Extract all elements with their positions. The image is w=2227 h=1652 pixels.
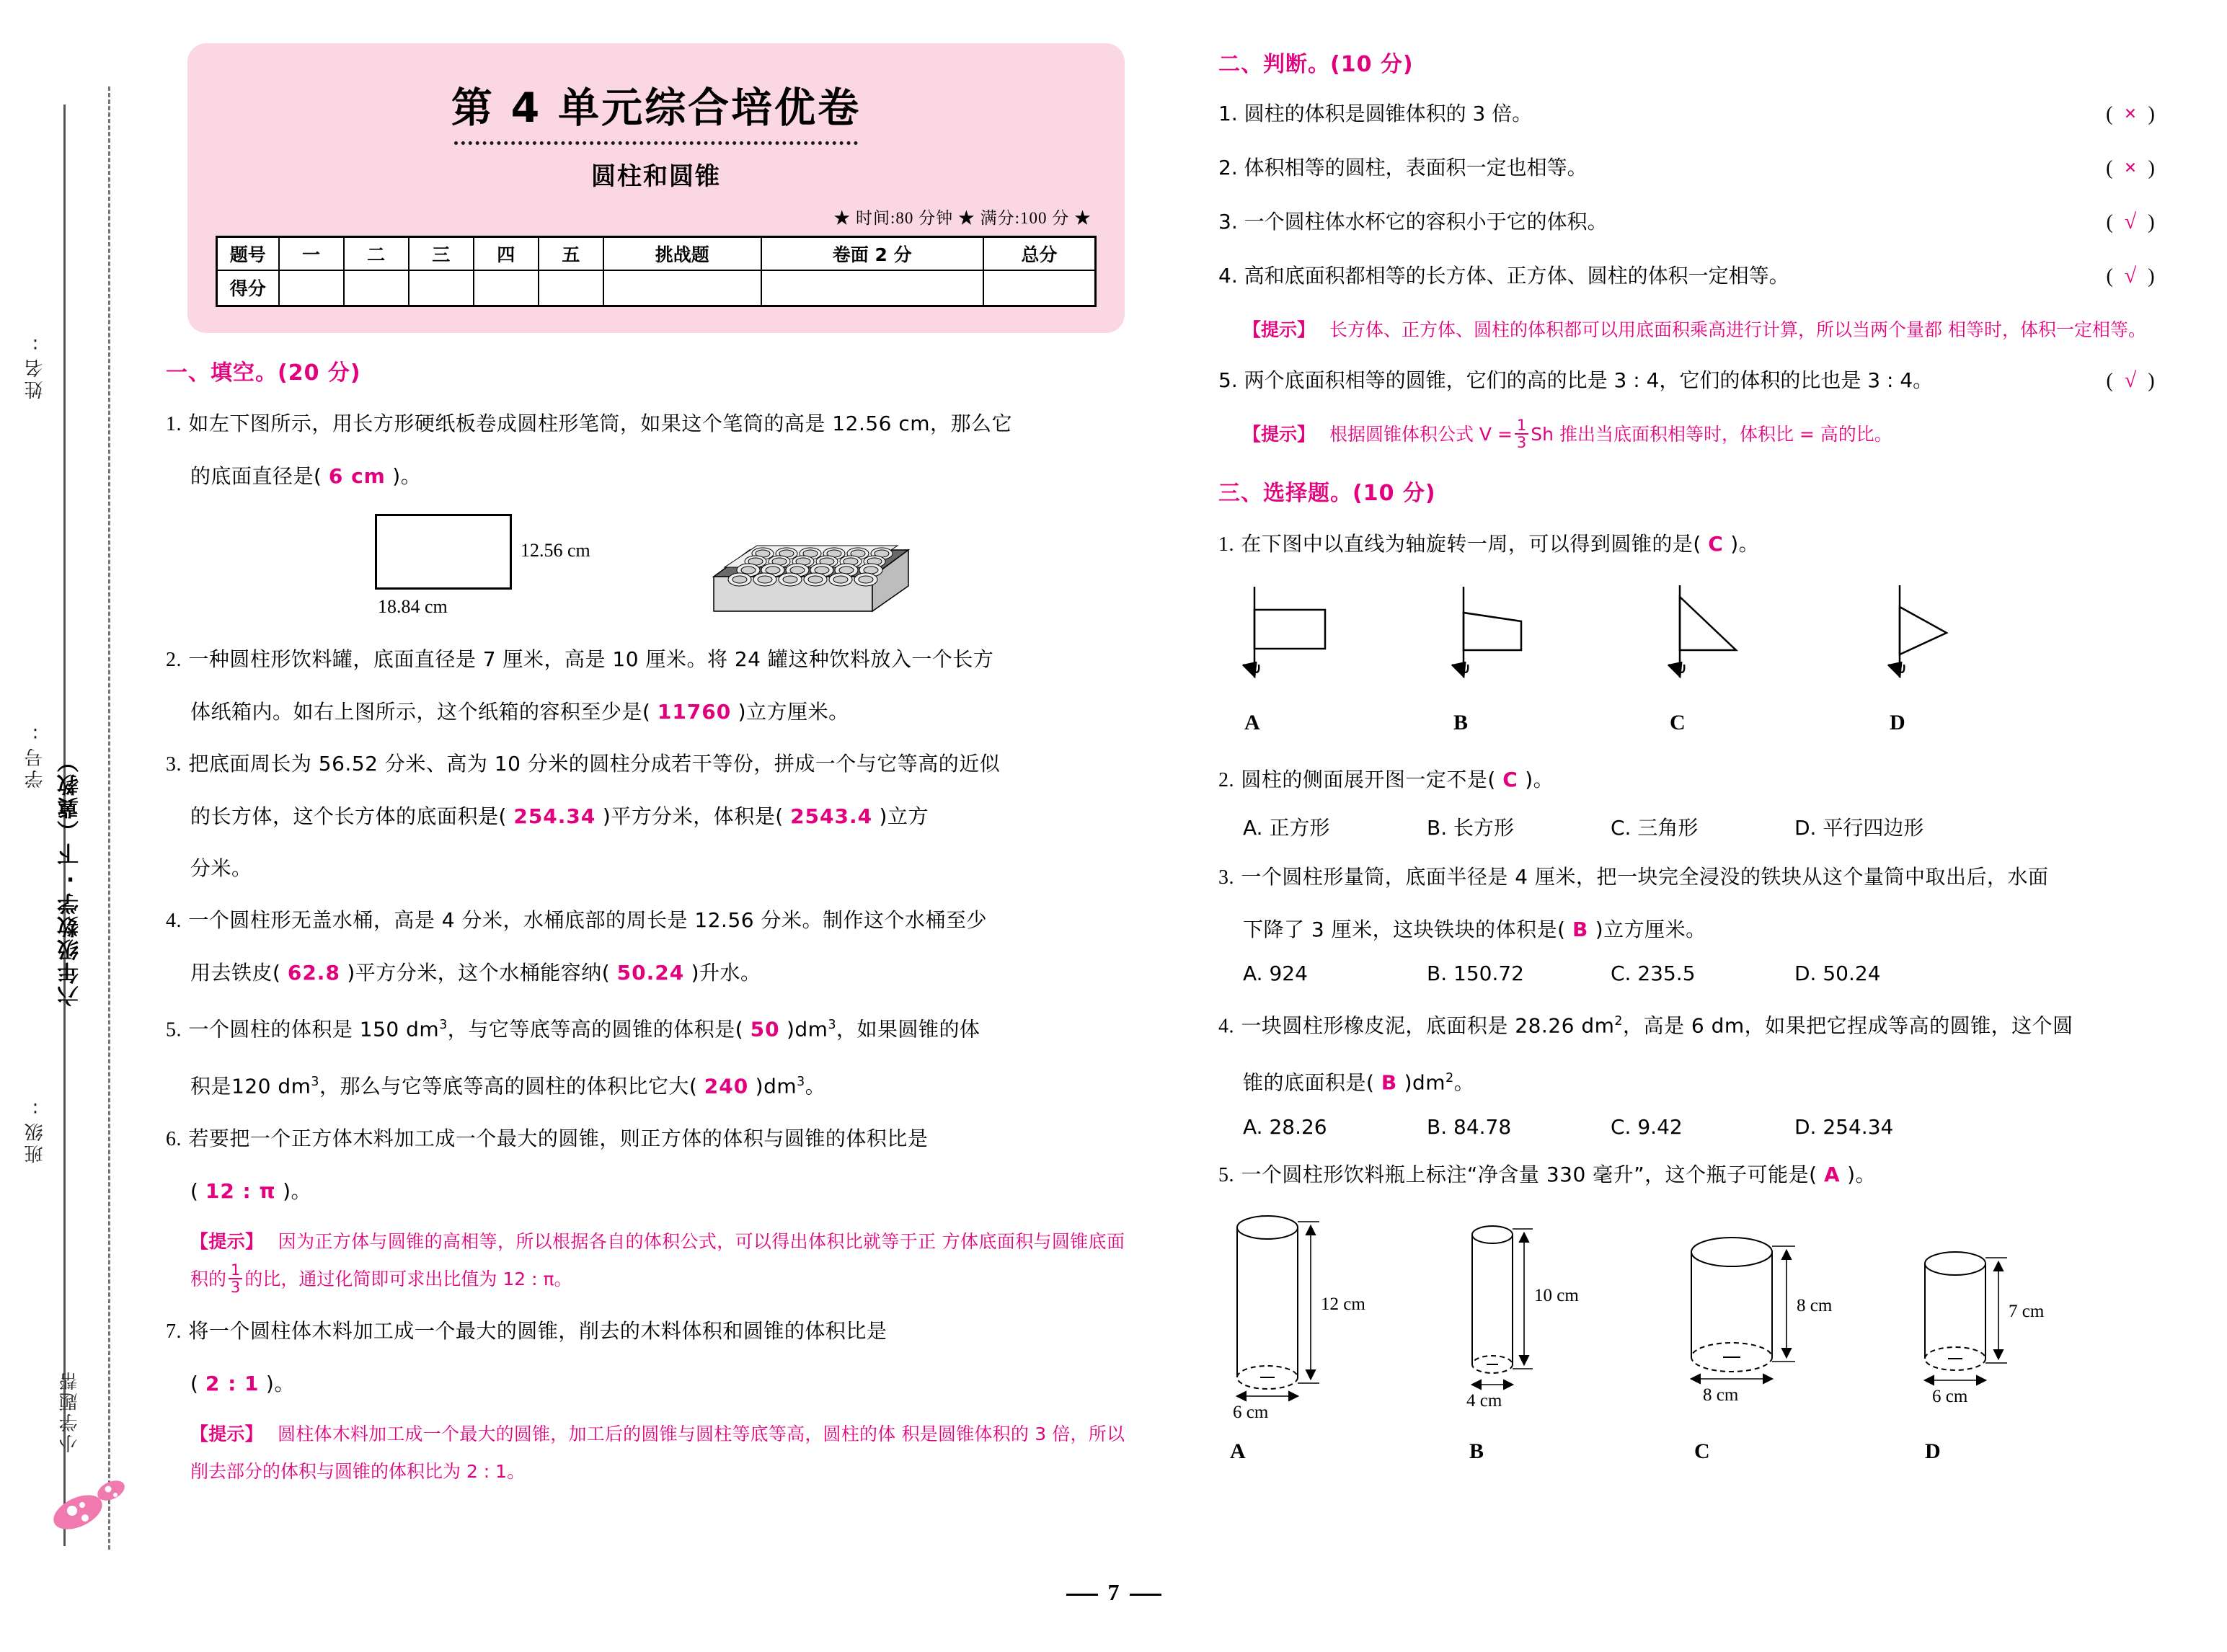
cylinder-a-height-label: 12 cm: [1321, 1294, 1365, 1314]
hint-tag: 【提示】: [1243, 424, 1316, 445]
score-cell-4[interactable]: [474, 270, 539, 306]
page-title: 第 4 单元综合培优卷: [451, 84, 862, 132]
score-cell-total[interactable]: [983, 270, 1096, 306]
q5-exp-1: 3: [439, 1018, 448, 1032]
mc2-option-c[interactable]: C. 三角形: [1611, 816, 1699, 840]
cylinder-a-diameter-label: 6 cm: [1233, 1402, 1269, 1422]
judge-3-mark: √: [2124, 210, 2137, 234]
fill-question-5: [166, 1005, 1125, 1050]
rotation-figure-labels: [1218, 711, 2184, 745]
q6-line2-post: )。: [283, 1178, 311, 1203]
mc5-text-pre: 一个圆柱形饮料瓶上标注“净含量 330 毫升”，这个瓶子可能是(: [1241, 1162, 1818, 1186]
q7-line2-post: )。: [265, 1371, 295, 1395]
mc3-answer[interactable]: B: [1572, 918, 1589, 941]
q1-number: 1.: [166, 413, 182, 435]
judge-item-5: [1218, 362, 2184, 400]
judge-5-mark: √: [2124, 368, 2137, 392]
q1-line2-pre: 的底面直径是(: [190, 464, 322, 488]
q1-answer[interactable]: 6 cm: [328, 464, 386, 488]
carton-of-cans-figure: [692, 508, 937, 623]
fraction-one-third: $\frac{1}{3}$: [229, 1262, 242, 1295]
choice-question-1: [1218, 524, 2184, 565]
mc1-label-c: C: [1670, 711, 1686, 734]
hint-question-6: [166, 1223, 1125, 1298]
q2-line2-post: )立方厘米。: [738, 700, 849, 724]
section-heading-choice: 三、选择题。(10 分): [1218, 481, 1436, 506]
choice-question-5: [1218, 1155, 2184, 1196]
mc5-label-b: B: [1469, 1439, 1484, 1463]
hint-judge-5: [1218, 416, 2184, 453]
mc4-answer[interactable]: B: [1381, 1070, 1398, 1095]
mc3-option-a[interactable]: A. 924: [1243, 962, 1308, 985]
q5-line1-pre: 一个圆柱的体积是 150 dm: [188, 1017, 440, 1042]
mc4-exp-1: 2: [1614, 1014, 1623, 1029]
judge-item-5-text: [1218, 362, 2076, 399]
fill-question-2-line2: [166, 692, 1125, 732]
mc4-line2-end: 。: [1453, 1070, 1475, 1095]
mc4-line2-post: )dm: [1404, 1070, 1446, 1095]
q5-line1-post: )dm: [786, 1017, 828, 1042]
mc4-line2-pre: 锥的底面积是(: [1243, 1070, 1375, 1095]
rectangle-height-label: 12.56 cm: [521, 540, 590, 561]
judge-2-statement: 体积相等的圆柱，表面积一定也相等。: [1244, 156, 1588, 179]
q7-number: 7.: [166, 1320, 182, 1343]
judge-item-1-text: [1218, 95, 2076, 133]
q2-line1: 一种圆柱形饮料罐，底面直径是 7 厘米，高是 10 厘米。将 24 罐这种饮料放入一个长方: [188, 647, 994, 671]
mc3-options: [1218, 962, 2184, 985]
mc2-text-post: )。: [1525, 768, 1554, 791]
fill-question-7-line2: [166, 1364, 1125, 1404]
hint-formula-pre: 根据圆锥体积公式 V =: [1329, 424, 1513, 445]
score-col-total: 总分: [983, 237, 1096, 270]
q3-line1: 把底面周长为 56.52 分米、高为 10 分米的圆柱分成若干等份，拼成一个与它等高的近似: [188, 752, 1001, 776]
hint-tag: 【提示】: [190, 1423, 263, 1444]
q5-line1-end: ，如果圆锥的体: [836, 1017, 980, 1042]
mc2-text-pre: 圆柱的侧面展开图一定不是(: [1241, 768, 1496, 791]
mc2-option-b[interactable]: B. 长方形: [1427, 816, 1515, 840]
figure-row-q1: [166, 508, 1125, 631]
choice-question-3: [1218, 857, 2184, 898]
score-col-5: 五: [539, 237, 603, 270]
q7-line2-pre: (: [190, 1371, 199, 1395]
fill-question-4: [166, 900, 1125, 941]
judge-2-answer-box[interactable]: ( × ): [2106, 156, 2155, 179]
cylinder-figures-group: [1218, 1207, 2184, 1438]
score-table-value-header: 得分: [217, 270, 279, 306]
q6-line2-pre: (: [190, 1178, 199, 1203]
mc2-answer[interactable]: C: [1502, 768, 1518, 791]
exam-meta: ★ 时间:80 分钟 ★ 满分:100 分 ★: [833, 209, 1092, 227]
fill-question-3-line2: [166, 796, 1125, 837]
fill-question-1-line2: [166, 456, 1125, 497]
cylinder-b-height-label: 10 cm: [1534, 1285, 1579, 1305]
q6-answer[interactable]: 12 : π: [205, 1178, 276, 1203]
rectangle-figure: [375, 514, 512, 590]
q5-answer-1[interactable]: 50: [750, 1017, 780, 1042]
q2-number: 2.: [166, 649, 182, 671]
mc5-text-post: )。: [1847, 1162, 1877, 1186]
q5-line2-pre: 积是120 dm: [190, 1074, 311, 1098]
score-col-4: 四: [474, 237, 539, 270]
fill-question-6-line2: [166, 1171, 1125, 1212]
q3-answer-2[interactable]: 2543.4: [790, 804, 873, 828]
score-col-1: 一: [279, 237, 344, 270]
mc1-text-pre: 在下图中以直线为轴旋转一周，可以得到圆锥的是(: [1241, 532, 1701, 556]
hint-tag: 【提示】: [1243, 319, 1316, 340]
q7-line1: 将一个圆柱体木料加工成一个最大的圆锥，削去的木料体积和圆锥的体积比是: [188, 1318, 887, 1343]
left-column: [166, 43, 1125, 1504]
q5-line2-end: 。: [805, 1074, 826, 1098]
q4-line2-pre: 用去铁皮(: [190, 961, 281, 985]
mc1-text-post: )。: [1730, 532, 1760, 556]
mc3-option-b[interactable]: B. 150.72: [1427, 962, 1524, 985]
mc4-option-d[interactable]: D. 254.34: [1794, 1114, 1894, 1139]
section-heading-fill: 一、填空。(20 分): [166, 360, 361, 386]
fill-question-3: [166, 744, 1125, 785]
cylinder-c-diameter-label: 8 cm: [1703, 1385, 1739, 1405]
mc5-answer[interactable]: A: [1824, 1162, 1841, 1186]
q6-line1: 若要把一个正方体木料加工成一个最大的圆锥，则正方体的体积与圆锥的体积比是: [188, 1126, 929, 1150]
score-cell-challenge[interactable]: [603, 270, 761, 306]
right-column: [1218, 43, 2184, 1475]
rotation-shapes-svg: [1218, 577, 2156, 699]
mc2-options: [1218, 812, 2184, 841]
mushroom-icon: [50, 1470, 130, 1542]
q3-answer-1[interactable]: 254.34: [513, 804, 596, 828]
q1-line2-post: )。: [392, 464, 422, 488]
hint-text-part1: 长方体、正方体、圆柱的体积都可以用底面积乘高进行计算，所以当两个量都: [1329, 319, 1942, 340]
table-row: [217, 270, 1096, 306]
brand-label-vertical: 小学题帮: [59, 1369, 81, 1453]
judge-4-statement: 高和底面积都相等的长方体、正方体、圆柱的体积一定相等。: [1244, 264, 1789, 288]
choice-question-4-line2: [1218, 1058, 2184, 1103]
choice-question-3-line2: [1218, 910, 2184, 950]
hint-text-part1: 圆柱体木料加工成一个最大的圆锥，加工后的圆锥与圆柱等底等高，圆柱的体: [278, 1423, 896, 1444]
q5-exp-3: 3: [311, 1075, 319, 1090]
hint-tag: 【提示】: [190, 1230, 264, 1252]
q4-line1: 一个圆柱形无盖水桶，高是 4 分米，水桶底部的周长是 12.56 分米。制作这个水桶至少: [188, 908, 987, 932]
judge-2-number: 2.: [1218, 156, 1238, 179]
judge-3-statement: 一个圆柱体水杯它的容积小于它的体积。: [1244, 210, 1608, 234]
judge-item-1: [1218, 95, 2184, 133]
hint-text-part2-post: 的比，通过化简即可求出比值为 12 : π。: [244, 1268, 572, 1289]
footer-dash-left: [1066, 1594, 1098, 1596]
mc5-label-c: C: [1694, 1439, 1710, 1463]
score-cell-presentation[interactable]: [761, 270, 983, 306]
q7-answer[interactable]: 2 : 1: [205, 1371, 260, 1395]
mc3-line2-post: )立方厘米。: [1595, 918, 1706, 941]
score-table-row-header: 题号: [217, 237, 279, 270]
q5-exp-2: 3: [828, 1018, 836, 1032]
mc1-answer[interactable]: C: [1708, 532, 1724, 556]
fill-question-5-line2: [166, 1062, 1125, 1106]
judge-2-mark: ×: [2124, 156, 2137, 179]
mc3-option-d[interactable]: D. 50.24: [1794, 962, 1881, 985]
mc4-line1-pre: 一块圆柱形橡皮泥，底面积是 28.26 dm: [1241, 1013, 1615, 1038]
hint-judge-4: [1218, 311, 2184, 349]
class-label: 班级:: [25, 1096, 46, 1163]
cylinder-d-diameter-label: 6 cm: [1932, 1386, 1968, 1406]
judge-item-4: [1218, 257, 2184, 296]
judge-1-mark: ×: [2124, 102, 2137, 125]
q3-number: 3.: [166, 753, 182, 776]
hint-text-part2-pre: 方体底面积与圆锥底面积的: [190, 1230, 1125, 1289]
mc1-label-a: A: [1244, 711, 1260, 734]
q5-exp-4: 3: [797, 1075, 805, 1090]
q4-line2-post: )升水。: [691, 961, 761, 985]
score-cell-3[interactable]: [409, 270, 474, 306]
hint-text-part1: 因为正方体与圆锥的高相等，所以根据各自的体积公式，可以得出体积比就等于正: [278, 1230, 937, 1252]
mc2-option-a[interactable]: A. 正方形: [1243, 816, 1330, 840]
student-id-label: 学号:: [25, 721, 46, 789]
q3-line2-post: )立方: [879, 804, 929, 828]
mc4-option-b[interactable]: B. 84.78: [1427, 1114, 1512, 1139]
judge-5-number: 5.: [1218, 368, 1238, 392]
judge-item-3-text: [1218, 203, 2076, 241]
q5-answer-2[interactable]: 240: [704, 1074, 749, 1098]
rectangle-width-label: 18.84 cm: [378, 596, 448, 617]
q4-answer-2[interactable]: 50.24: [616, 961, 685, 985]
mc1-label-b: B: [1453, 711, 1469, 734]
cut-line: [108, 86, 110, 1550]
judge-4-mark: √: [2124, 264, 2137, 288]
judge-item-3: [1218, 203, 2184, 241]
judge-item-4-text: [1218, 257, 2076, 295]
mc1-number: 1.: [1218, 533, 1234, 556]
cylinder-b-diameter-label: 4 cm: [1466, 1390, 1502, 1411]
mc5-label-a: A: [1230, 1439, 1246, 1463]
hint-question-7: [166, 1416, 1125, 1491]
judge-1-statement: 圆柱的体积是圆锥体积的 3 倍。: [1244, 102, 1533, 125]
footer-dash-right: [1130, 1594, 1161, 1596]
mc2-number: 2.: [1218, 769, 1234, 791]
judge-item-2-text: [1218, 149, 2076, 187]
score-col-2: 二: [344, 237, 409, 270]
page-number: 7: [1107, 1579, 1120, 1605]
mc4-options: [1218, 1115, 2184, 1139]
score-cell-5[interactable]: [539, 270, 603, 306]
cylinder-b: [1472, 1226, 1533, 1389]
rotation-figures-group: [1218, 577, 2184, 706]
exam-header-card: [187, 43, 1125, 333]
fill-question-2: [166, 639, 1125, 680]
cylinder-a: [1237, 1216, 1319, 1400]
judge-5-statement: 两个底面积相等的圆锥，它们的高的比是 3 : 4，它们的体积的比也是 3 : 4。: [1244, 368, 1934, 392]
fill-question-7: [166, 1311, 1125, 1352]
score-col-challenge: 挑战题: [603, 237, 761, 270]
hint-text-part2: 积是圆锥体积的 3 倍，所以削去部分的体积与圆锥的体积比为 2 : 1。: [190, 1423, 1125, 1482]
page-subtitle: 圆柱和圆锥: [591, 162, 721, 191]
q5-line1-mid: ，与它等底等高的圆锥的体积是(: [447, 1017, 744, 1042]
cylinder-c: [1691, 1238, 1795, 1383]
judge-3-number: 3.: [1218, 210, 1238, 234]
judge-5-answer-box[interactable]: ( √ ): [2106, 368, 2155, 392]
mc3-line2-pre: 下降了 3 厘米，这块铁块的体积是(: [1243, 918, 1566, 941]
fill-question-1: [166, 404, 1125, 445]
hint-text-part2: 相等时，体积一定相等。: [1947, 319, 2146, 340]
score-cell-1[interactable]: [279, 270, 344, 306]
judge-item-2: [1218, 149, 2184, 187]
cylinder-d-height-label: 7 cm: [2009, 1301, 2045, 1321]
hint-formula-post: Sh 推出当底面积相等时，体积比 = 高的比。: [1531, 424, 1892, 445]
mc4-line1-post: ，高是 6 dm，如果把它捏成等高的圆锥，这个圆: [1622, 1013, 2073, 1038]
q4-line2-mid: )平方分米，这个水桶能容纳(: [347, 961, 611, 985]
section-heading-judge: 二、判断。(10 分): [1218, 52, 1414, 77]
score-col-presentation: 卷面 2 分: [761, 237, 983, 270]
cylinders-svg: [1218, 1207, 2156, 1424]
q3-line2-pre: 的长方体，这个长方体的底面积是(: [190, 804, 507, 828]
cylinder-figure-labels: [1218, 1439, 2184, 1475]
mc2-option-d[interactable]: D. 平行四边形: [1794, 816, 1924, 840]
mc4-exp-2: 2: [1445, 1071, 1454, 1086]
q4-number: 4.: [166, 910, 182, 932]
mc5-label-d: D: [1925, 1439, 1941, 1463]
judge-1-number: 1.: [1218, 102, 1238, 125]
judge-4-number: 4.: [1218, 264, 1238, 288]
score-table: [216, 236, 1097, 307]
table-row: [217, 237, 1096, 270]
page-footer: [0, 1579, 2227, 1606]
q5-line2-post: )dm: [755, 1074, 797, 1098]
choice-question-2: [1218, 760, 2184, 801]
mc4-option-a[interactable]: A. 28.26: [1243, 1114, 1327, 1139]
judge-1-answer-box[interactable]: ( × ): [2106, 102, 2155, 125]
book-title-vertical: 六年级数学·下（冀教）: [58, 750, 83, 1007]
score-col-3: 三: [409, 237, 474, 270]
fill-question-4-line2: [166, 953, 1125, 993]
fraction-one-third: $\frac{1}{3}$: [1515, 417, 1528, 450]
mc3-line1: 一个圆柱形量筒，底面半径是 4 厘米，把一块完全浸没的铁块从这个量筒中取出后，水面: [1241, 865, 2049, 889]
q2-line2-pre: 体纸箱内。如右上图所示，这个纸箱的容积至少是(: [190, 700, 651, 724]
cylinder-d: [1925, 1252, 2007, 1385]
q2-answer[interactable]: 11760: [657, 700, 732, 724]
judge-4-answer-box[interactable]: ( √ ): [2106, 264, 2155, 288]
q5-line2-mid: ，那么与它等底等高的圆柱的体积比它大(: [319, 1074, 698, 1098]
title-divider: [454, 141, 858, 145]
mc1-label-d: D: [1890, 711, 1905, 734]
q6-number: 6.: [166, 1127, 182, 1150]
q1-line1: 如左下图所示，用长方形硬纸板卷成圆柱形笔筒，如果这个笔筒的高是 12.56 cm，那么它: [188, 412, 1013, 435]
q5-number: 5.: [166, 1018, 182, 1042]
cylinder-c-height-label: 8 cm: [1797, 1295, 1833, 1315]
score-cell-2[interactable]: [344, 270, 409, 306]
student-name-label: 姓名:: [25, 332, 46, 399]
mc3-option-c[interactable]: C. 235.5: [1611, 962, 1696, 985]
mc3-number: 3.: [1218, 866, 1234, 889]
q4-answer-1[interactable]: 62.8: [287, 961, 340, 985]
judge-3-answer-box[interactable]: ( √ ): [2106, 210, 2155, 234]
mc5-number: 5.: [1218, 1163, 1234, 1186]
fill-question-6: [166, 1119, 1125, 1160]
mc4-option-c[interactable]: C. 9.42: [1611, 1114, 1683, 1139]
mc4-number: 4.: [1218, 1015, 1234, 1038]
fill-question-3-line3: 分米。: [190, 856, 252, 880]
choice-question-4: [1218, 1001, 2184, 1047]
q3-line2-mid: )平方分米，体积是(: [602, 804, 784, 828]
